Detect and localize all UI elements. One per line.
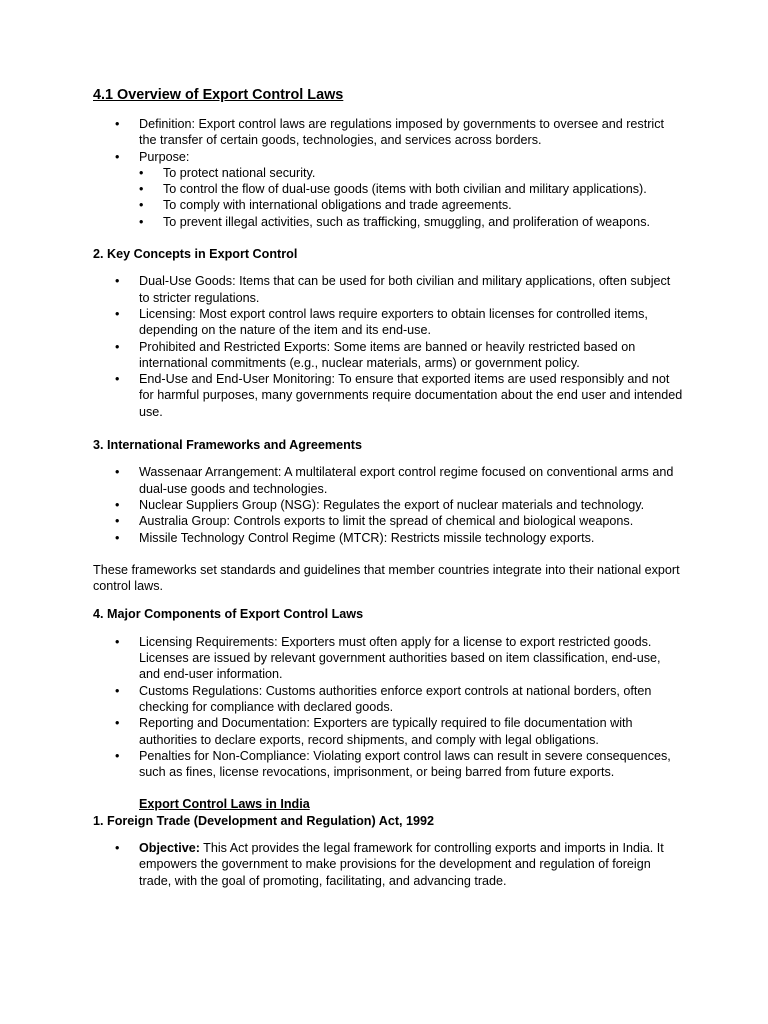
section-heading-major-components: 4. Major Components of Export Control Laws bbox=[93, 607, 364, 622]
list-item: • Prohibited and Restricted Exports: Some items are banned or heavily restricted based on international commitments (e.g., nuclear materials, arms) or government policy. bbox=[93, 339, 683, 372]
india-subtitle: Export Control Laws in India bbox=[139, 797, 310, 812]
frameworks-paragraph: These frameworks set standards and guidelines that member countries integrate into their national export control laws. bbox=[93, 562, 680, 594]
overview-list bbox=[93, 116, 683, 230]
page-title: 4.1 Overview of Export Control Laws bbox=[93, 87, 344, 103]
list-item: • Licensing Requirements: Exporters must often apply for a license to export restricted goods. Licenses are issued by relevant government authorities based on item classification, end-use, and end-user information. bbox=[93, 634, 683, 683]
document-page bbox=[93, 86, 683, 889]
section-heading-foreign-trade-act: 1. Foreign Trade (Development and Regulation) Act, 1992 bbox=[93, 813, 435, 828]
objective-text: This Act provides the legal framework for controlling exports and imports in India. It empowers the government to make provisions for the development and regulation of foreign trade, with the goal of promoting, facilitating, and advancing trade. bbox=[139, 840, 664, 888]
list-item: • Dual-Use Goods: Items that can be used for both civilian and military applications, often subject to stricter regulations. bbox=[93, 273, 683, 306]
foreign-trade-list bbox=[93, 840, 683, 889]
list-item: • Customs Regulations: Customs authorities enforce export controls at national borders, often checking for compliance with declared goods. bbox=[93, 683, 683, 716]
frameworks-list bbox=[93, 464, 683, 545]
purpose-subitem: • To prevent illegal activities, such as trafficking, smuggling, and proliferation of weapons. bbox=[139, 214, 683, 230]
purpose-subitem: • To control the flow of dual-use goods (items with both civilian and military applications). bbox=[139, 181, 683, 197]
objective-label: Objective: bbox=[139, 840, 200, 855]
list-item: • Wassenaar Arrangement: A multilateral export control regime focused on conventional arms and dual-use goods and technologies. bbox=[93, 464, 683, 497]
objective-item bbox=[93, 840, 683, 889]
purpose-label: Purpose: bbox=[139, 149, 190, 164]
list-item: • Penalties for Non-Compliance: Violating export control laws can result in severe consequences, such as fines, license revocations, imprisonment, or being barred from future exports. bbox=[93, 748, 683, 781]
major-components-list bbox=[93, 634, 683, 781]
list-item: • Nuclear Suppliers Group (NSG): Regulates the export of nuclear materials and technology. bbox=[93, 497, 683, 513]
list-item: • Australia Group: Controls exports to limit the spread of chemical and biological weapons. bbox=[93, 513, 683, 529]
purpose-subitem: • To protect national security. bbox=[139, 165, 683, 181]
list-item: • Licensing: Most export control laws require exporters to obtain licenses for controlled items, depending on the nature of the item and its end-use. bbox=[93, 306, 683, 339]
purpose-subitem: • To comply with international obligations and trade agreements. bbox=[139, 197, 683, 213]
purpose-sublist bbox=[139, 165, 683, 230]
section-heading-frameworks: 3. International Frameworks and Agreements bbox=[93, 438, 362, 453]
purpose-item bbox=[93, 149, 683, 230]
definition-item: • Definition: Export control laws are regulations imposed by governments to oversee and restrict the transfer of certain goods, technologies, and services across borders. bbox=[93, 116, 683, 149]
section-heading-key-concepts: 2. Key Concepts in Export Control bbox=[93, 247, 298, 262]
key-concepts-list bbox=[93, 273, 683, 420]
list-item: • End-Use and End-User Monitoring: To ensure that exported items are used responsibly and not for harmful purposes, many governments require documentation about the end user and intended use. bbox=[93, 371, 683, 420]
list-item: • Missile Technology Control Regime (MTCR): Restricts missile technology exports. bbox=[93, 530, 683, 546]
list-item: • Reporting and Documentation: Exporters are typically required to file documentation with authorities to declare exports, record shipments, and comply with legal obligations. bbox=[93, 715, 683, 748]
